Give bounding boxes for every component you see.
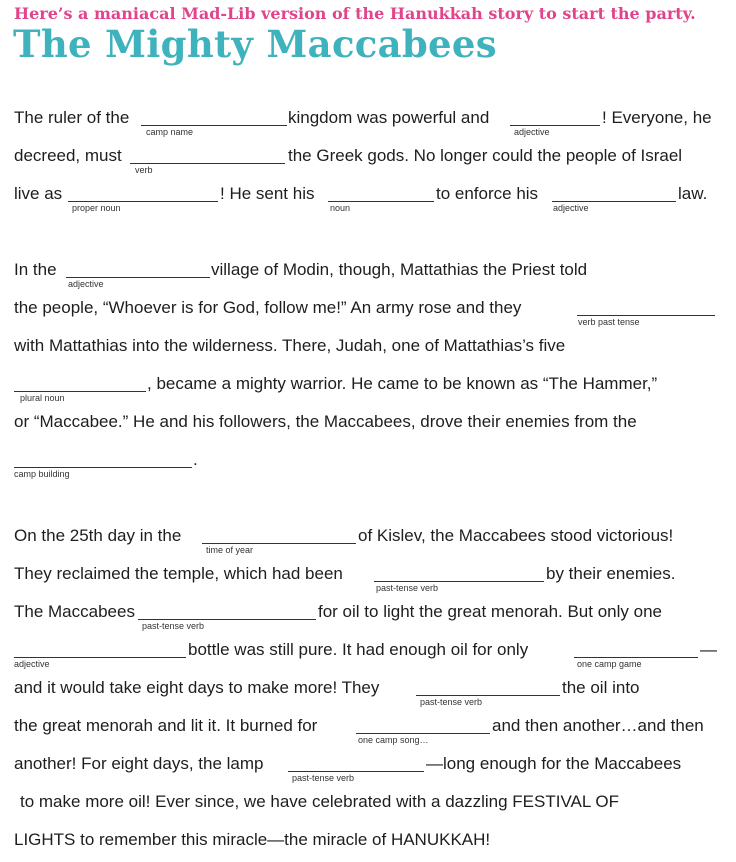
- blank-camp-name: [141, 125, 287, 126]
- text: In the: [14, 260, 57, 279]
- text: the great menorah and lit it. It burned for: [14, 716, 318, 735]
- blank-past-tense-verb: [288, 771, 424, 772]
- hint: noun: [330, 203, 351, 213]
- hint: past-tense verb: [420, 697, 483, 707]
- text: On the 25th day in the: [14, 526, 182, 545]
- hint: adjective: [14, 659, 50, 669]
- hint: camp name: [146, 127, 194, 137]
- text: ! He sent his: [220, 184, 315, 203]
- text: —long enough for the Maccabees: [426, 754, 682, 773]
- hint: past-tense verb: [292, 773, 355, 783]
- hint: verb past tense: [578, 317, 640, 327]
- blank-past-tense-verb: [138, 619, 316, 620]
- blank-plural-noun: [14, 391, 146, 392]
- text: and then another…and then: [492, 716, 704, 735]
- text: The Maccabees: [14, 602, 135, 621]
- text: of Kislev, the Maccabees stood victorious!: [358, 526, 674, 545]
- blank-one-camp-game: [574, 657, 698, 658]
- text: to make more oil! Ever since, we have celebrated with a dazzling FESTIVAL OF: [20, 792, 620, 811]
- page-title: The Mighty Maccabees: [13, 22, 497, 66]
- hint: time of year: [206, 545, 254, 555]
- blank-past-tense-verb: [374, 581, 544, 582]
- text: and it would take eight days to make more! They: [14, 678, 380, 697]
- hint: adjective: [514, 127, 550, 137]
- intro-text: Here’s a maniacal Mad-Lib version of the Hanukkah story to start the party.: [14, 4, 696, 23]
- hint: past-tense verb: [376, 583, 439, 593]
- text: by their enemies.: [546, 564, 676, 583]
- text: village of Modin, though, Mattathias the Priest told: [211, 260, 588, 279]
- text: decreed, must: [14, 146, 122, 165]
- blank-past-tense-verb: [416, 695, 560, 696]
- text: .: [193, 450, 198, 469]
- text: The ruler of the: [14, 108, 130, 127]
- blank-adjective: [14, 657, 186, 658]
- hint: one camp game: [577, 659, 642, 669]
- text: law.: [678, 184, 708, 203]
- hint: proper noun: [72, 203, 121, 213]
- hint: verb: [135, 165, 153, 175]
- text: or “Maccabee.” He and his followers, the Maccabees, drove their enemies from the: [14, 412, 637, 431]
- blank-verb: [130, 163, 285, 164]
- blank-proper-noun: [68, 201, 218, 202]
- text: to enforce his: [436, 184, 539, 203]
- blank-adjective: [66, 277, 210, 278]
- text: LIGHTS to remember this miracle—the miracle of HANUKKAH!: [14, 830, 491, 849]
- text: ! Everyone, he: [602, 108, 712, 127]
- text: bottle was still pure. It had enough oil for only: [188, 640, 529, 659]
- text: the oil into: [562, 678, 640, 697]
- blank-verb-past-tense: [577, 315, 715, 316]
- hint: one camp song…: [358, 735, 429, 745]
- hint: adjective: [553, 203, 589, 213]
- text: —: [700, 640, 717, 659]
- blank-one-camp-song: [356, 733, 490, 734]
- blank-adjective: [552, 201, 676, 202]
- text: for oil to light the great menorah. But only one: [318, 602, 662, 621]
- text: with Mattathias into the wilderness. There, Judah, one of Mattathias’s five: [14, 336, 566, 355]
- blank-camp-building: [14, 467, 192, 468]
- hint: past-tense verb: [142, 621, 205, 631]
- text: They reclaimed the temple, which had been: [14, 564, 343, 583]
- hint: plural noun: [20, 393, 65, 403]
- hint: adjective: [68, 279, 104, 289]
- hint: camp building: [14, 469, 70, 479]
- text: another! For eight days, the lamp: [14, 754, 264, 773]
- text: live as: [14, 184, 63, 203]
- text: , became a mighty warrior. He came to be known as “The Hammer,”: [147, 374, 658, 393]
- blank-noun: [328, 201, 434, 202]
- blank-adjective: [510, 125, 600, 126]
- text: the people, “Whoever is for God, follow me!” An army rose and they: [14, 298, 522, 317]
- text: kingdom was powerful and: [288, 108, 490, 127]
- text: the Greek gods. No longer could the people of Israel: [288, 146, 683, 165]
- blank-time-of-year: [202, 543, 356, 544]
